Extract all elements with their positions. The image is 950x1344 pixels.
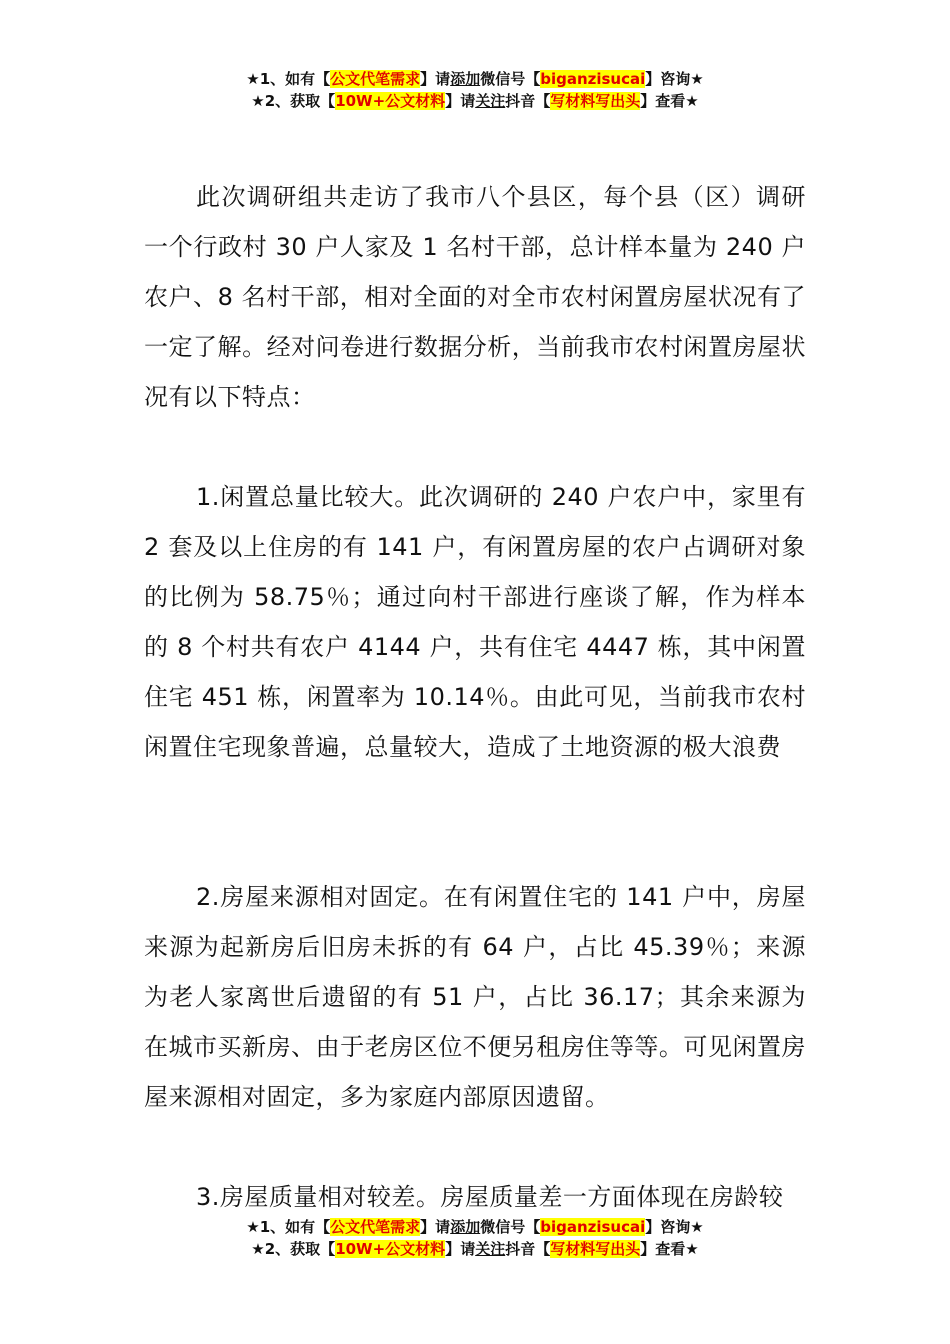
footer-banner: [0, 1216, 950, 1260]
banner-text: 】请: [420, 70, 451, 88]
banner-text: 】请: [445, 92, 476, 110]
banner-underlined: 关注: [475, 1240, 506, 1258]
banner-text: ★1、如有【: [246, 70, 331, 88]
banner-text: 】咨询★: [645, 1218, 704, 1236]
banner-text: ★2、获取【: [251, 1240, 336, 1258]
banner-text: 抖音【: [505, 92, 551, 110]
banner-highlight: biganzisucai: [540, 1218, 646, 1236]
banner-line-1: [0, 68, 950, 90]
banner-highlight: biganzisucai: [540, 70, 646, 88]
banner-highlight: 公文代笔需求: [330, 70, 421, 88]
banner-highlight: 公文代笔需求: [330, 1218, 421, 1236]
banner-text: 抖音【: [505, 1240, 551, 1258]
banner-underlined: 添加: [450, 70, 481, 88]
spacer: [144, 1122, 806, 1172]
paragraph-intro: 此次调研组共走访了我市八个县区，每个县（区）调研一个行政村 30 户人家及 1 名村干部，总计样本量为 240 户农户、8 名村干部，相对全面的对全市农村闲置房屋状况有了一定了解。经对问卷进行数据分析，当前我市农村闲置房屋状况有以下特点：: [144, 183, 806, 411]
banner-text: 】请: [420, 1218, 451, 1236]
document-body: [144, 172, 806, 1222]
banner-text: ★2、获取【: [251, 92, 336, 110]
banner-text: ★1、如有【: [246, 1218, 331, 1236]
spacer: [144, 422, 806, 472]
banner-line-2: [0, 1238, 950, 1260]
banner-text: 微信号【: [480, 1218, 541, 1236]
banner-text: 微信号【: [480, 70, 541, 88]
header-banner: [0, 68, 950, 112]
paragraph-point-3: 3.房屋质量相对较差。房屋质量差一方面体现在房龄较: [196, 1183, 784, 1211]
banner-line-1: [0, 1216, 950, 1238]
banner-highlight: 写材料写出头: [550, 92, 641, 110]
banner-text: 】咨询★: [645, 70, 704, 88]
banner-text: 】请: [445, 1240, 476, 1258]
banner-text: 】查看★: [640, 1240, 699, 1258]
paragraph-point-1: 1.闲置总量比较大。此次调研的 240 户农户中，家里有 2 套及以上住房的有 141 户，有闲置房屋的农户占调研对象的比例为 58.75％；通过向村干部进行座谈了解，作为样本的 8 个村共有农户 4144 户，共有住宅 4447 栋，其中闲置住宅 451 栋，闲置率为 10.14％。由此可见，当前我市农村闲置住宅现象普遍，总量较大，造成了土地资源的极大浪费: [144, 483, 806, 761]
banner-line-2: [0, 90, 950, 112]
paragraph-point-2: 2.房屋来源相对固定。在有闲置住宅的 141 户中，房屋来源为起新房后旧房未拆的有 64 户，占比 45.39％；来源为老人家离世后遗留的有 51 户，占比 36.17；其余来源为在城市买新房、由于老房区位不便另租房住等等。可见闲置房屋来源相对固定，多为家庭内部原因遗留。: [144, 883, 806, 1111]
banner-text: 】查看★: [640, 92, 699, 110]
banner-underlined: 添加: [450, 1218, 481, 1236]
banner-highlight: 10W+公文材料: [335, 1240, 446, 1258]
banner-highlight: 10W+公文材料: [335, 92, 446, 110]
banner-highlight: 写材料写出头: [550, 1240, 641, 1258]
banner-underlined: 关注: [475, 92, 506, 110]
spacer: [144, 772, 806, 872]
